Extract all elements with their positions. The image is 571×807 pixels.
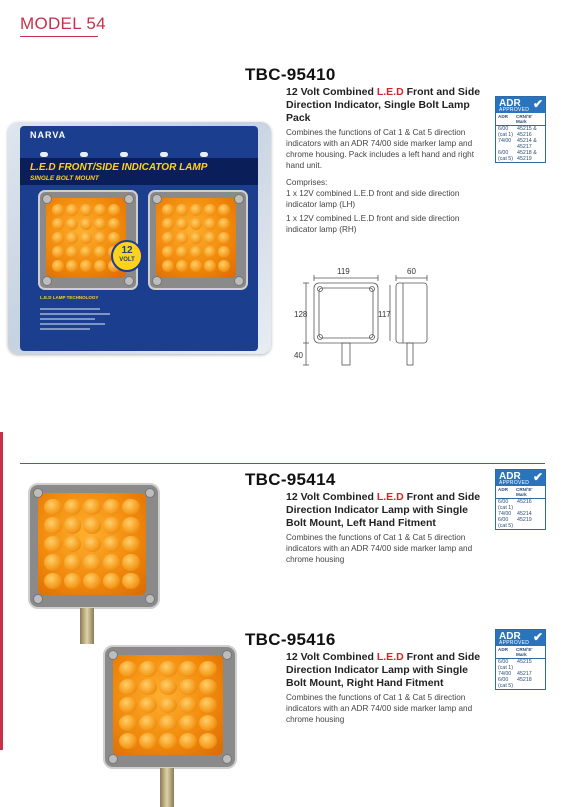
led-dot [119, 697, 137, 713]
led-dot [80, 260, 92, 272]
dim-body-height: 117 [378, 310, 391, 319]
led-dot [159, 679, 177, 695]
led-dot [159, 697, 177, 713]
led-dot [159, 733, 177, 749]
adr-row: 74/00 45217 [498, 671, 532, 677]
led-dot [108, 218, 120, 230]
product-title: 12 Volt Combined L.E.D Front and Side Direction Indicator Lamp with Single Bolt Mount, Right Hand Fitment [286, 651, 481, 689]
dimension-drawing [290, 265, 440, 375]
product-description: Combines the functions of Cat 1 & Cat 5 direction indicators with an ADR 74/00 side marker lamp and chrome housing [286, 693, 473, 724]
adr-badge: ADR APPROVED ✔ ADR CRN/'E' Mark 6/00 45215 & (cat 1) 45216 74/00 45214 & 45217 6/00 45218 & (cat 5) 45219 [495, 96, 546, 163]
led-dot [44, 536, 62, 552]
led-dot [52, 218, 64, 230]
led-dot [122, 573, 140, 589]
led-dot [190, 260, 202, 272]
led-dot [190, 232, 202, 244]
led-dot [66, 260, 78, 272]
led-dot [122, 517, 140, 533]
check-icon: ✔ [532, 97, 543, 111]
adr-badge: ADR APPROVED ✔ ADR CRN/'E' Mark 6/00 45215 (cat 1) 74/00 45217 6/00 45218 (cat 5) [495, 629, 546, 690]
led-dot [52, 260, 64, 272]
led-dot [66, 204, 78, 216]
led-dot [103, 573, 121, 589]
led-dot [190, 246, 202, 258]
adr-row: (cat 5) 45219 [498, 156, 532, 162]
led-dot [179, 733, 197, 749]
led-dot [139, 715, 157, 731]
led-dot [64, 499, 82, 515]
led-dot [122, 554, 140, 570]
led-dot [176, 260, 188, 272]
led-dot [66, 218, 78, 230]
led-dot [204, 204, 216, 216]
led-dot [103, 517, 121, 533]
led-dot [204, 260, 216, 272]
led-dot [190, 218, 202, 230]
led-dot [64, 573, 82, 589]
mount-bolt [160, 768, 174, 807]
model-heading: MODEL 54 [20, 14, 106, 33]
product-title: 12 Volt Combined L.E.D Front and Side Direction Indicator, Single Bolt Lamp Pack [286, 86, 481, 124]
led-dot [80, 218, 92, 230]
led-dot [179, 679, 197, 695]
led-dot [52, 246, 64, 258]
adr-row: (cat 5) [498, 683, 514, 689]
led-dot [83, 499, 101, 515]
adr-row: (cat 1) [498, 505, 514, 511]
led-dot [44, 517, 62, 533]
led-dot [204, 218, 216, 230]
dim-depth: 60 [407, 267, 416, 276]
led-dot [83, 554, 101, 570]
adr-row: 6/00 45216 [498, 499, 532, 505]
led-dot [139, 697, 157, 713]
pack-brand: NARVA [30, 130, 67, 140]
led-dot [159, 661, 177, 677]
led-dot [94, 246, 106, 258]
product-code: TBC-95414 [245, 470, 336, 489]
dim-stud: 40 [294, 351, 303, 360]
led-dot [162, 232, 174, 244]
adr-row: 6/00 45219 [498, 517, 532, 523]
product-description: Combines the functions of Cat 1 & Cat 5 direction indicators with an ADR 74/00 side marker lamp and chrome housing [286, 533, 473, 564]
led-dot [122, 499, 140, 515]
dim-width: 119 [337, 267, 350, 276]
led-dot [122, 536, 140, 552]
led-dot [119, 661, 137, 677]
led-dot [94, 232, 106, 244]
led-dot [64, 517, 82, 533]
led-dot [44, 554, 62, 570]
product-title: 12 Volt Combined L.E.D Front and Side Direction Indicator Lamp with Single Bolt Mount, Left Hand Fitment [286, 491, 481, 529]
led-dot [179, 697, 197, 713]
mount-bolt [80, 608, 94, 644]
led-dot [80, 246, 92, 258]
led-dot [199, 715, 217, 731]
adr-row: 6/00 45215 [498, 659, 532, 665]
led-dot [83, 517, 101, 533]
led-dot [199, 697, 217, 713]
led-dot [179, 661, 197, 677]
led-dot [119, 715, 137, 731]
led-dot [179, 715, 197, 731]
led-dot [190, 204, 202, 216]
lamp-image-left-hand [28, 483, 160, 609]
led-dot [204, 246, 216, 258]
led-dot [119, 679, 137, 695]
model-underline [20, 36, 98, 37]
adr-row: 6/00 45218 & [498, 150, 537, 156]
product-code: TBC-95410 [245, 65, 336, 84]
led-dot [162, 204, 174, 216]
pack-subtitle: SINGLE BOLT MOUNT [30, 175, 99, 182]
led-dot [94, 260, 106, 272]
led-dot [83, 573, 101, 589]
adr-row: (cat 1) 45216 [498, 132, 532, 138]
adr-row: 45217 [517, 144, 532, 150]
led-dot [162, 218, 174, 230]
led-dot [204, 232, 216, 244]
led-dot [64, 554, 82, 570]
led-dot [199, 679, 217, 695]
led-dot [80, 204, 92, 216]
led-dot [218, 218, 230, 230]
led-dot [139, 661, 157, 677]
led-dot [94, 218, 106, 230]
led-dot [199, 661, 217, 677]
pack-feature-list [40, 305, 120, 341]
led-dot [176, 204, 188, 216]
adr-row: 74/00 45214 [498, 511, 532, 517]
led-dot [162, 246, 174, 258]
adr-row: 6/00 45215 & [498, 126, 537, 132]
led-dot [119, 733, 137, 749]
adr-row: (cat 1) [498, 665, 514, 671]
led-dot [139, 679, 157, 695]
led-dot [80, 232, 92, 244]
led-dot [44, 499, 62, 515]
pack-holes [40, 152, 210, 158]
led-dot [218, 260, 230, 272]
led-dot [103, 499, 121, 515]
led-dot [159, 715, 177, 731]
led-dot [162, 260, 174, 272]
led-dot [103, 536, 121, 552]
led-dot [52, 232, 64, 244]
led-dot [66, 246, 78, 258]
volt-badge: 12 VOLT [111, 240, 143, 272]
product-code: TBC-95416 [245, 630, 336, 649]
pack-lamp-right [148, 190, 248, 290]
lamp-image-right-hand [103, 645, 237, 769]
led-dot [108, 204, 120, 216]
pack-tech-label: L.E.D LAMP TECHNOLOGY [40, 295, 99, 300]
led-dot [66, 232, 78, 244]
led-dot [103, 554, 121, 570]
led-dot [218, 246, 230, 258]
led-dot [44, 573, 62, 589]
check-icon: ✔ [532, 630, 543, 644]
led-dot [218, 232, 230, 244]
adr-row: 6/00 45218 [498, 677, 532, 683]
led-dot [176, 232, 188, 244]
pack-title: L.E.D FRONT/SIDE INDICATOR LAMP [30, 162, 208, 173]
led-dot [139, 733, 157, 749]
led-dot [176, 246, 188, 258]
check-icon: ✔ [532, 470, 543, 484]
section-divider [20, 463, 545, 464]
led-dot [218, 204, 230, 216]
adr-row: (cat 5) [498, 523, 514, 529]
adr-row: 74/00 45214 & [498, 138, 537, 144]
led-dot [176, 218, 188, 230]
section-accent-bar [0, 432, 3, 750]
led-dot [64, 536, 82, 552]
product-description: Combines the functions of Cat 1 & Cat 5 direction indicators with an ADR 74/00 side marker lamp and chrome housing. Pack includes a left hand and right hand unit. Comprises: 1 x 12V combined L.E.D front and side direction indicator lamp (LH) 1 x 12V combined L.E.D front and side direction indicator lamp (RH) [286, 128, 474, 234]
led-dot [52, 204, 64, 216]
led-dot [83, 536, 101, 552]
led-dot [199, 733, 217, 749]
led-dot [94, 204, 106, 216]
dim-height: 128 [294, 310, 308, 319]
adr-badge: ADR APPROVED ✔ ADR CRN/'E' Mark 6/00 45216 (cat 1) 74/00 45214 6/00 45219 (cat 5) [495, 469, 546, 530]
